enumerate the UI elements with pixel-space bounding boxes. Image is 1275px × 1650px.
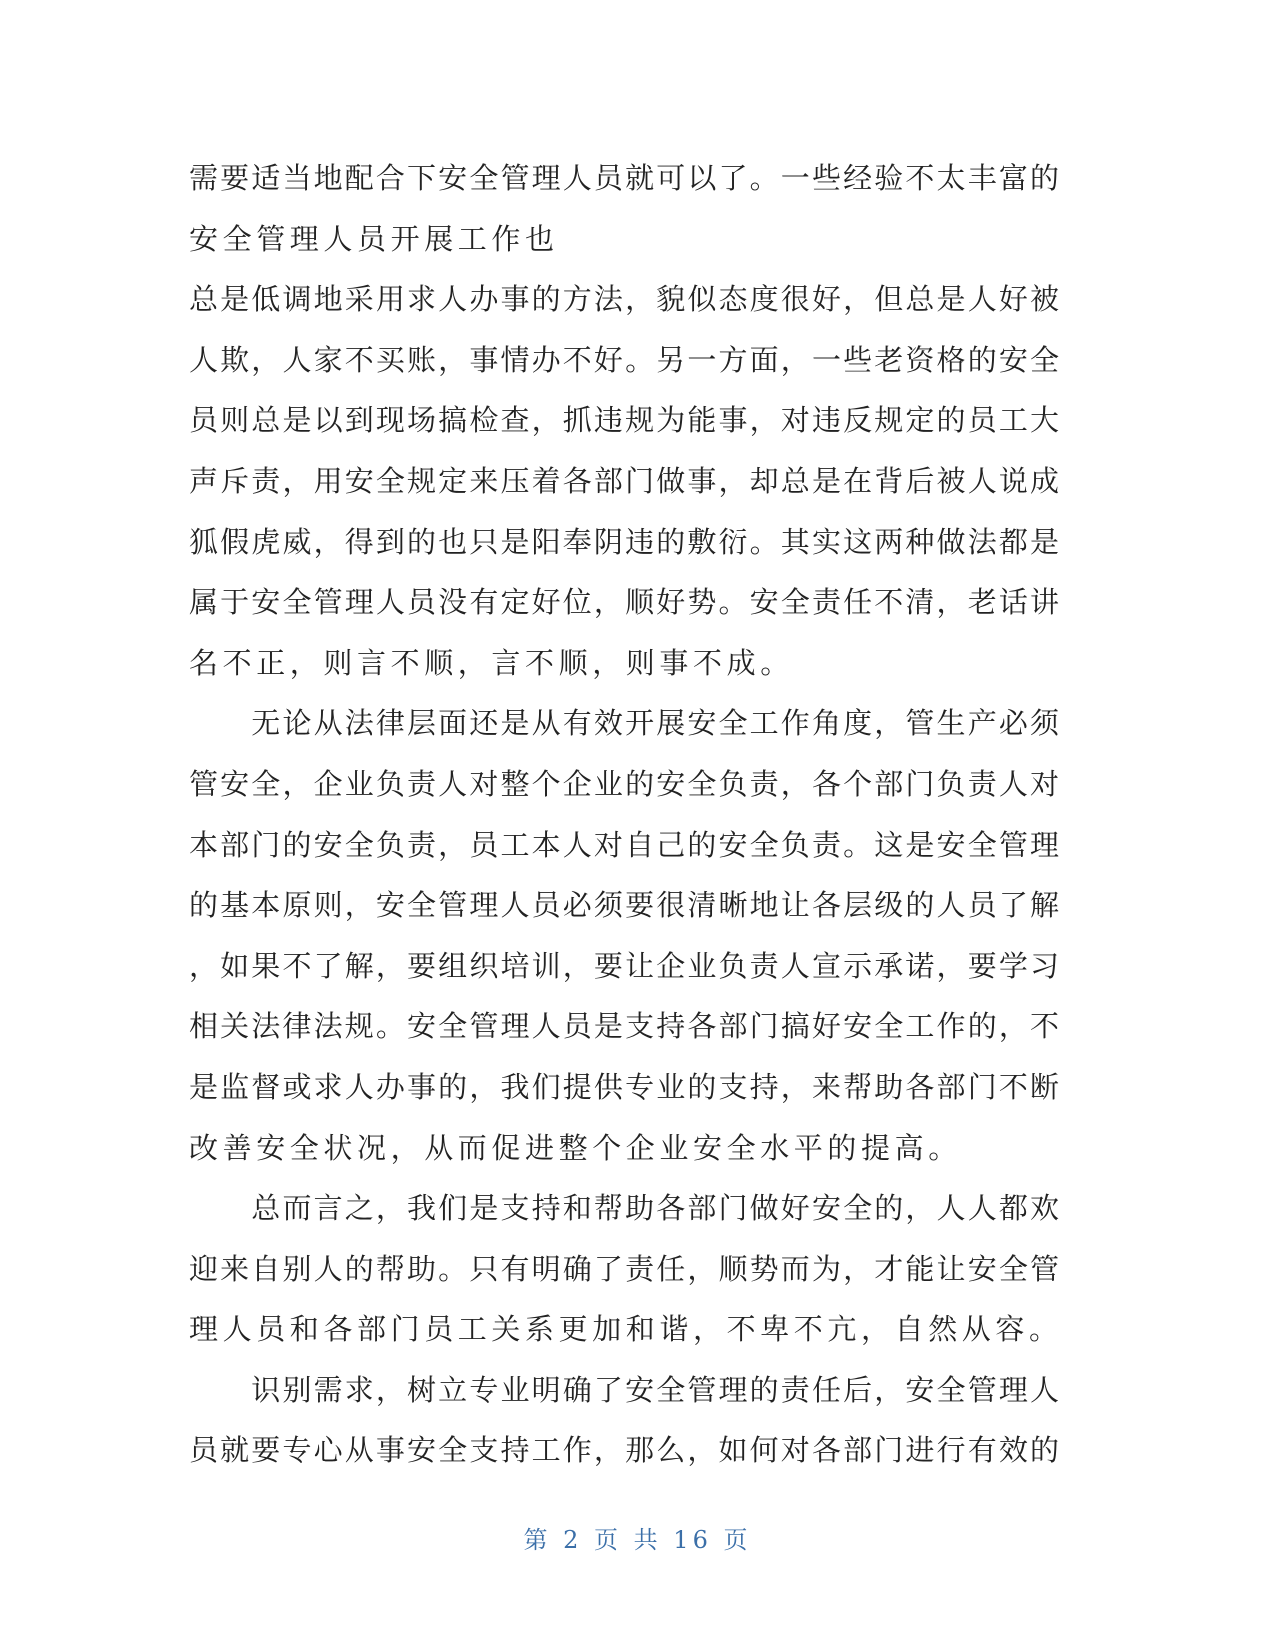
text-line: 需要适当地配合下安全管理人员就可以了。一些经验不太丰富的 [189,161,1059,195]
text-line: 相关法律法规。安全管理人员是支持各部门搞好安全工作的，不 [189,1009,1059,1044]
text-line: 管安全，企业负责人对整个企业的安全负责，各个部门负责人对 [189,766,1059,801]
text-line: 员就要专心从事安全支持工作，那么，如何对各部门进行有效的 [189,1433,1059,1468]
text-line: 识别需求，树立专业明确了安全管理的责任后，安全管理人 [189,1372,1059,1407]
text-line: 名不正，则言不顺，言不顺，则事不成。 [189,645,794,680]
text-line: 员则总是以到现场搞检查，抓违规为能事，对违反规定的员工大 [189,403,1059,438]
text-line: 本部门的安全负责，员工本人对自己的安全负责。这是安全管理 [189,827,1059,862]
text-line: 人欺，人家不买账，事情办不好。另一方面，一些老资格的安全 [189,342,1059,377]
text-line: 无论从法律层面还是从有效开展安全工作角度，管生产必须 [189,706,1059,741]
text-line: 迎来自别人的帮助。只有明确了责任，顺势而为，才能让安全管 [189,1251,1059,1286]
text-line: 改善安全状况，从而促进整个企业安全水平的提高。 [189,1130,962,1165]
text-line: 狐假虎威，得到的也只是阳奉阴违的敷衍。其实这两种做法都是 [189,524,1059,559]
text-line: ，如果不了解，要组织培训，要让企业负责人宣示承诺，要学习 [189,948,1059,983]
text-line: 声斥责，用安全规定来压着各部门做事，却总是在背后被人说成 [189,463,1059,498]
text-line: 属于安全管理人员没有定好位，顺好势。安全责任不清，老话讲 [189,585,1059,620]
text-line: 是监督或求人办事的，我们提供专业的支持，来帮助各部门不断 [189,1069,1059,1104]
text-line: 理人员和各部门员工关系更加和谐，不卑不亢，自然从容。 [189,1312,1063,1347]
text-line: 总而言之，我们是支持和帮助各部门做好安全的，人人都欢 [189,1191,1059,1226]
text-line: 总是低调地采用求人办事的方法，貌似态度很好，但总是人好被 [189,282,1059,317]
text-line: 安全管理人员开展工作也 [189,221,559,256]
page-number-footer: 第 2 页 共 16 页 [523,1526,752,1554]
document-body [189,148,1063,1481]
text-line: 的基本原则，安全管理人员必须要很清晰地让各层级的人员了解 [189,888,1059,923]
